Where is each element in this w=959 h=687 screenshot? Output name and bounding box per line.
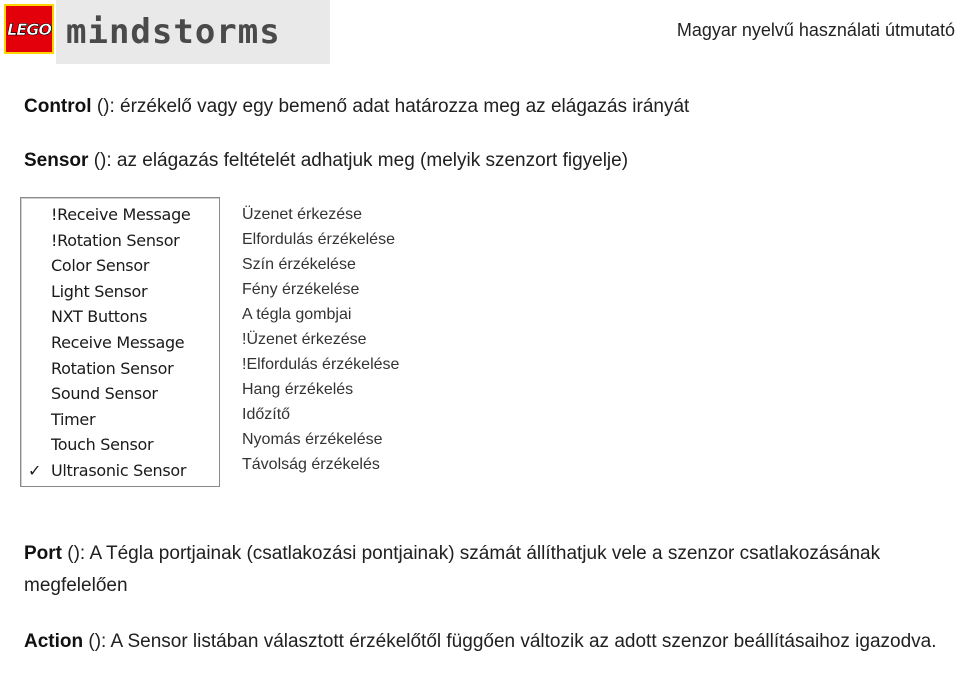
- sensor-menu-item-label: !Rotation Sensor: [51, 230, 180, 250]
- sensor-menu-item: [21, 407, 219, 433]
- translation-item: Nyomás érzékelése: [242, 431, 383, 448]
- sensor-menu-item: [21, 381, 219, 407]
- term-sensor: Sensor: [24, 150, 89, 171]
- translation-item: Távolság érzékelés: [242, 456, 380, 473]
- sensor-menu-item-label: Receive Message: [51, 332, 185, 352]
- sensor-menu-item: [21, 228, 219, 254]
- sensor-menu-item-label: !Receive Message: [51, 205, 191, 224]
- paragraph-sensor: [24, 150, 628, 172]
- text-control: (): érzékelő vagy egy bemenő adat határozza meg az elágazás irányát: [91, 96, 690, 117]
- translation-item: !Üzenet érkezése: [242, 331, 367, 348]
- translation-item: Időzítő: [242, 406, 291, 423]
- translation-item: Szín érzékelése: [242, 256, 356, 273]
- paragraph-control: [24, 96, 689, 118]
- term-action: Action: [24, 631, 84, 652]
- term-port: Port: [24, 543, 62, 564]
- sensor-menu-item: [21, 432, 219, 458]
- sensor-menu-item: [21, 356, 219, 382]
- lego-logo-text: LEGO: [7, 19, 51, 39]
- sensor-menu-list: [21, 202, 219, 484]
- sensor-menu-item: [21, 202, 219, 228]
- text-action: (): A Sensor listában választott érzékelőtől függően változik az adott szenzor beállításaihoz igazodva.: [83, 631, 937, 652]
- sensor-menu-item-label: Ultrasonic Sensor: [51, 460, 187, 480]
- translation-item: Hang érzékelés: [242, 381, 354, 398]
- header-title: Magyar nyelvű használati útmutató: [676, 20, 955, 40]
- text-port: (): A Tégla portjainak (csatlakozási pontjainak) számát állíthatjuk vele a szenzor csatlakozásának megfelelően: [24, 543, 881, 596]
- translation-item: Fény érzékelése: [242, 281, 360, 298]
- sensor-menu-item-label: Rotation Sensor: [51, 358, 174, 378]
- sensor-menu-item-label: NXT Buttons: [51, 307, 148, 327]
- translation-item: !Elfordulás érzékelése: [242, 356, 400, 373]
- sensor-menu-item-label: Light Sensor: [51, 281, 148, 301]
- paragraph-action: [24, 626, 944, 658]
- translation-item: A tégla gombjai: [242, 306, 352, 323]
- text-sensor: (): az elágazás feltételét adhatjuk meg (melyik szenzort figyelje): [88, 150, 629, 171]
- paragraph-port: [24, 538, 944, 602]
- sensor-menu-item-label: Touch Sensor: [51, 435, 154, 455]
- sensor-menu-item: [21, 279, 219, 305]
- sensor-menu-item: [21, 304, 219, 330]
- lego-logo: [4, 4, 54, 54]
- checkmark-icon: ✓: [28, 460, 42, 480]
- sensor-menu-item: [21, 330, 219, 356]
- sensor-menu-item: [21, 253, 219, 279]
- sensor-menu-screenshot: [20, 197, 220, 487]
- sensor-menu-item-label: Timer: [51, 409, 96, 429]
- translation-item: Üzenet érkezése: [242, 206, 363, 223]
- sensor-menu-item-label: Sound Sensor: [51, 384, 158, 404]
- sensor-menu-item-label: Color Sensor: [51, 256, 150, 276]
- translation-item: Elfordulás érzékelése: [242, 231, 395, 248]
- term-control: Control: [24, 96, 92, 117]
- sensor-translation-list: [242, 202, 399, 477]
- mindstorms-logo-text: mindstorms: [66, 12, 281, 52]
- sensor-menu-item: [21, 458, 219, 484]
